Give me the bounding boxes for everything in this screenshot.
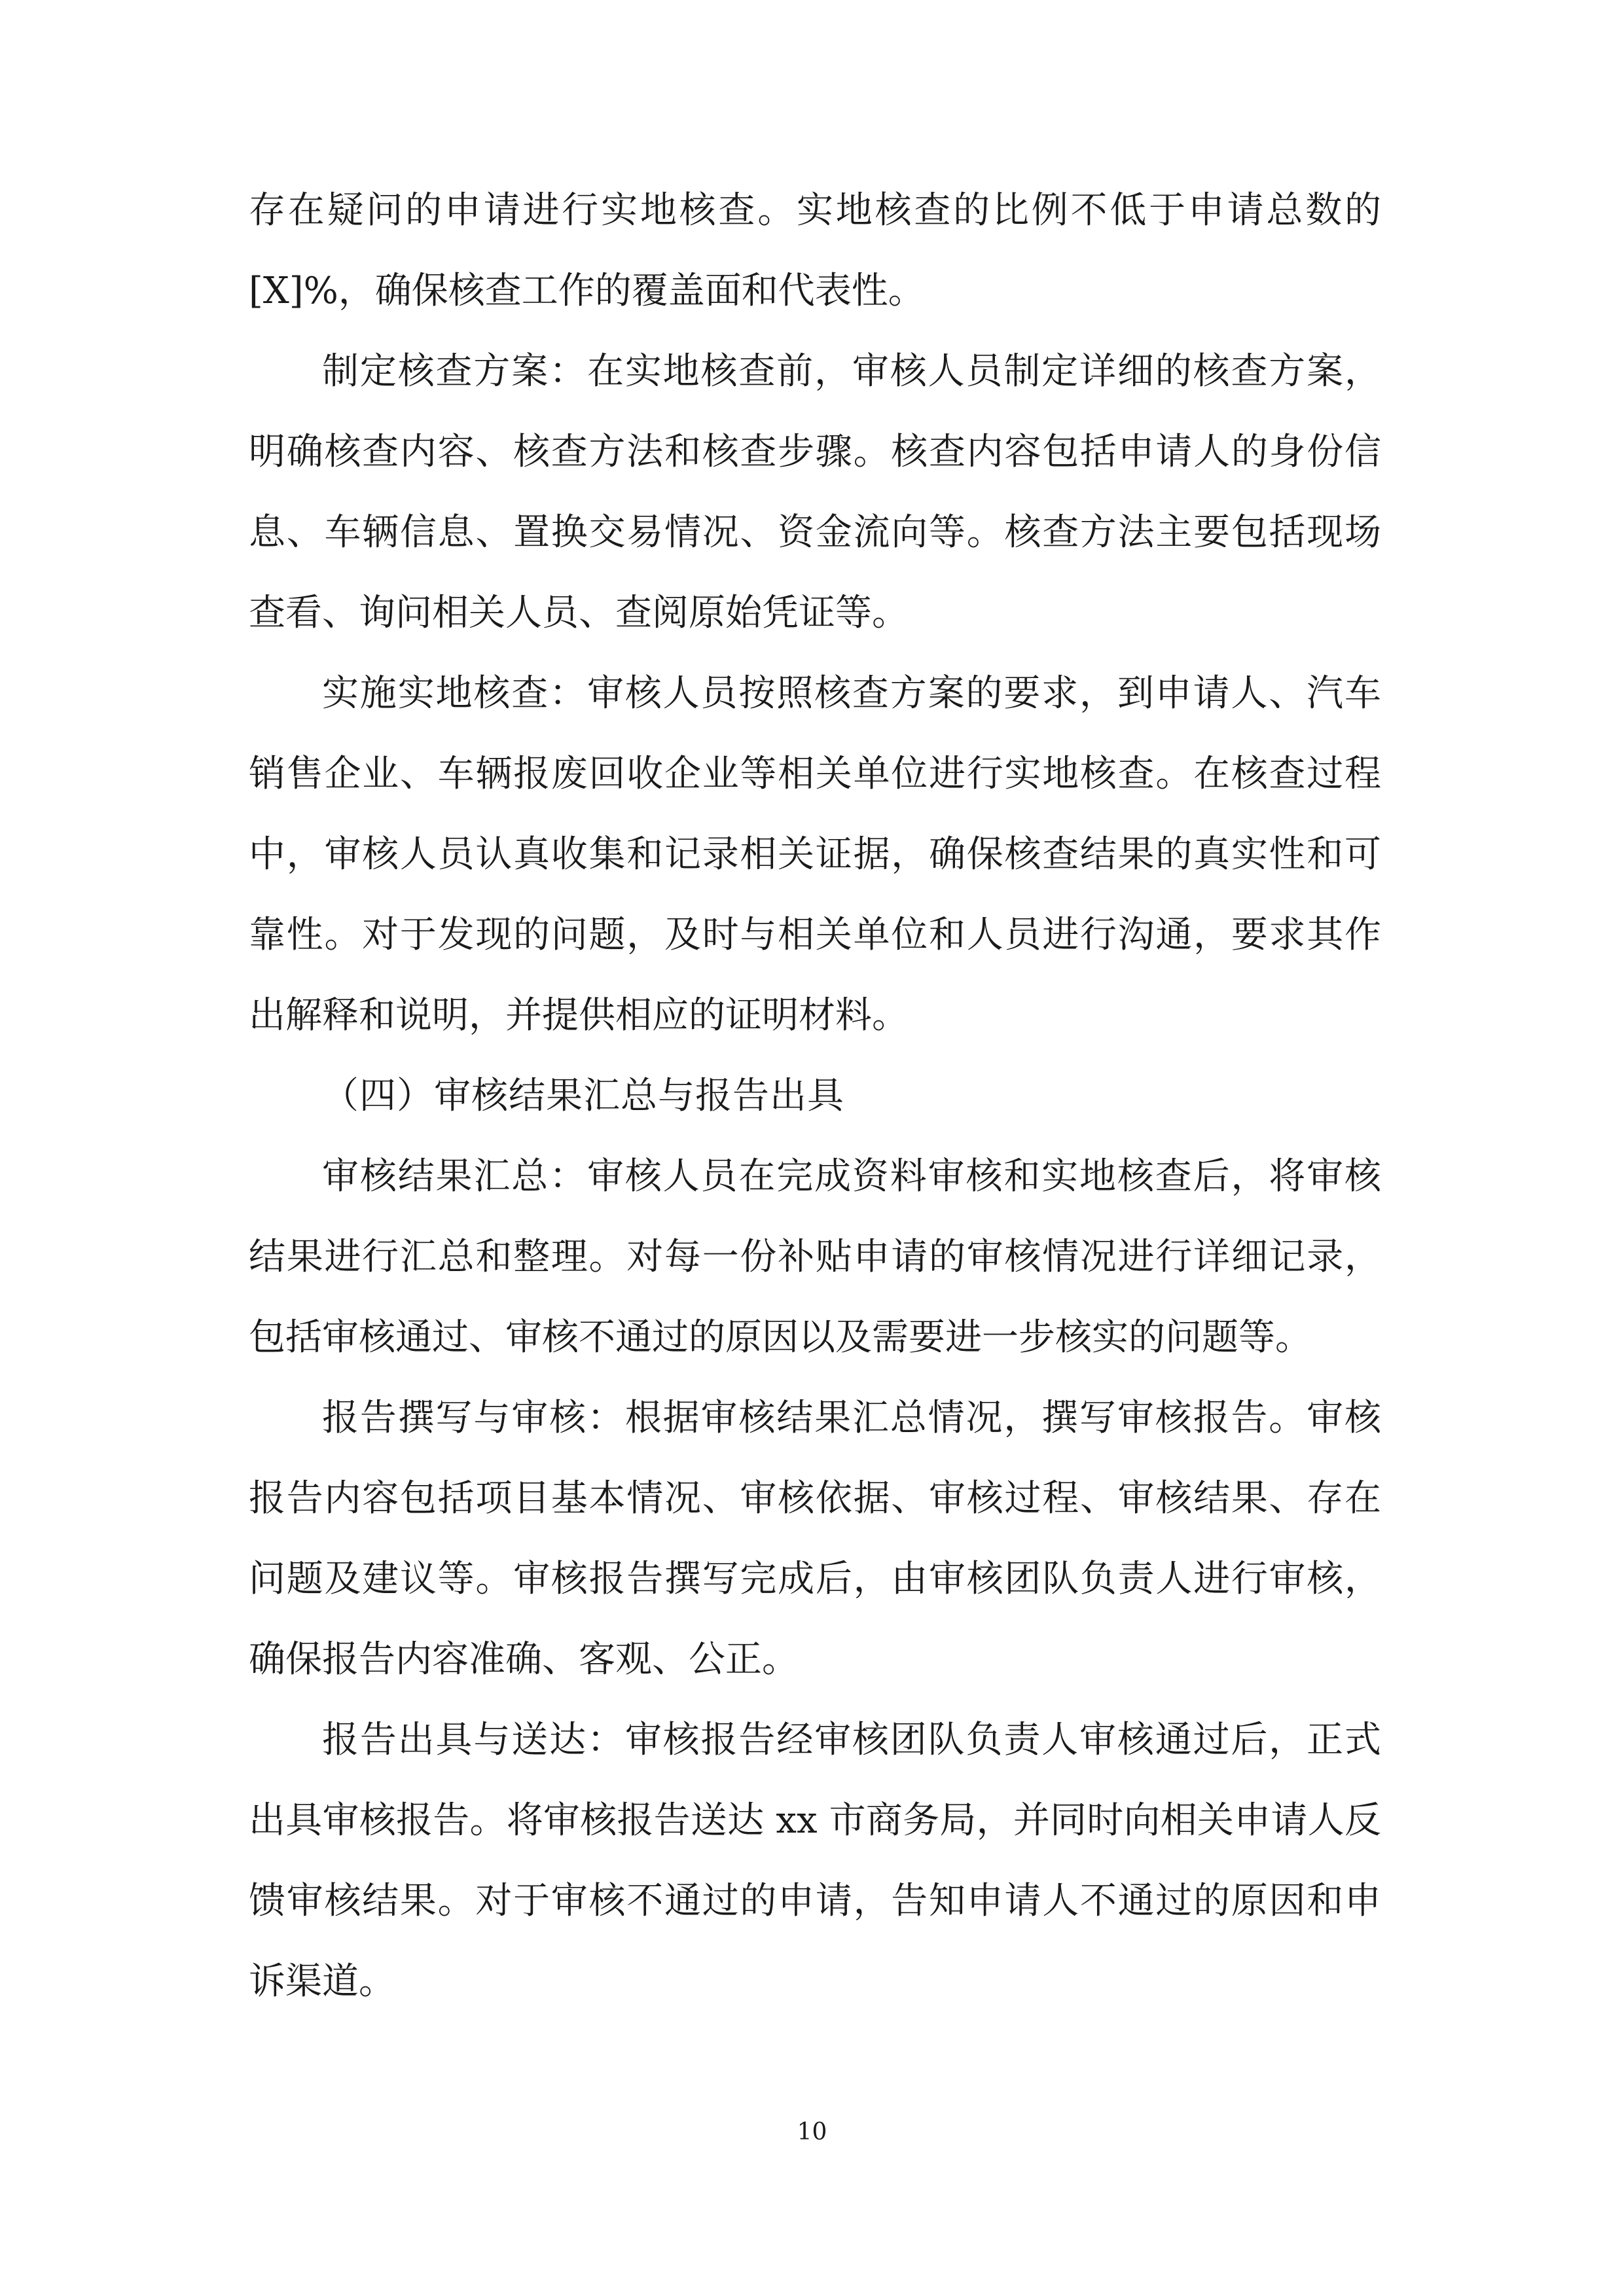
paragraph-result-summary: 审核结果汇总：审核人员在完成资料审核和实地核查后，将审核结果进行汇总和整理。对每一份补贴申请的审核情况进行详细记录，包括审核通过、审核不通过的原因以及需要进一步核实的问题等。 <box>249 1155 1381 1359</box>
paragraph-inspection-plan: 制定核查方案：在实地核查前，审核人员制定详细的核查方案，明确核查内容、核查方法和核查步骤。核查内容包括申请人的身份信息、车辆信息、置换交易情况、资金流向等。核查方法主要包括现场查看、询问相关人员、查阅原始凭证等。 <box>249 350 1381 634</box>
section-heading: （四）审核结果汇总与报告出具 <box>322 1075 844 1117</box>
paragraph-continuation: 存在疑问的申请进行实地核查。实地核查的比例不低于申请总数的[X]%，确保核查工作的覆盖面和代表性。 <box>249 189 1381 312</box>
paragraph-onsite-inspection: 实施实地核查：审核人员按照核查方案的要求，到申请人、汽车销售企业、车辆报废回收企业等相关单位进行实地核查。在核查过程中，审核人员认真收集和记录相关证据，确保核查结果的真实性和可靠性。对于发现的问题，及时与相关单位和人员进行沟通，要求其作出解释和说明，并提供相应的证明材料。 <box>249 672 1381 1037</box>
paragraph-report-writing: 报告撰写与审核：根据审核结果汇总情况，撰写审核报告。审核报告内容包括项目基本情况、审核依据、审核过程、审核结果、存在问题及建议等。审核报告撰写完成后，由审核团队负责人进行审核，确保报告内容准确、客观、公正。 <box>249 1397 1381 1681</box>
page-number: 10 <box>797 2119 827 2145</box>
document-body <box>249 170 1381 2022</box>
paragraph-report-delivery: 报告出具与送达：审核报告经审核团队负责人审核通过后，正式出具审核报告。将审核报告送达 xx 市商务局，并同时向相关申请人反馈审核结果。对于审核不通过的申请，告知申请人不通过的原因和申诉渠道。 <box>249 1719 1381 2003</box>
